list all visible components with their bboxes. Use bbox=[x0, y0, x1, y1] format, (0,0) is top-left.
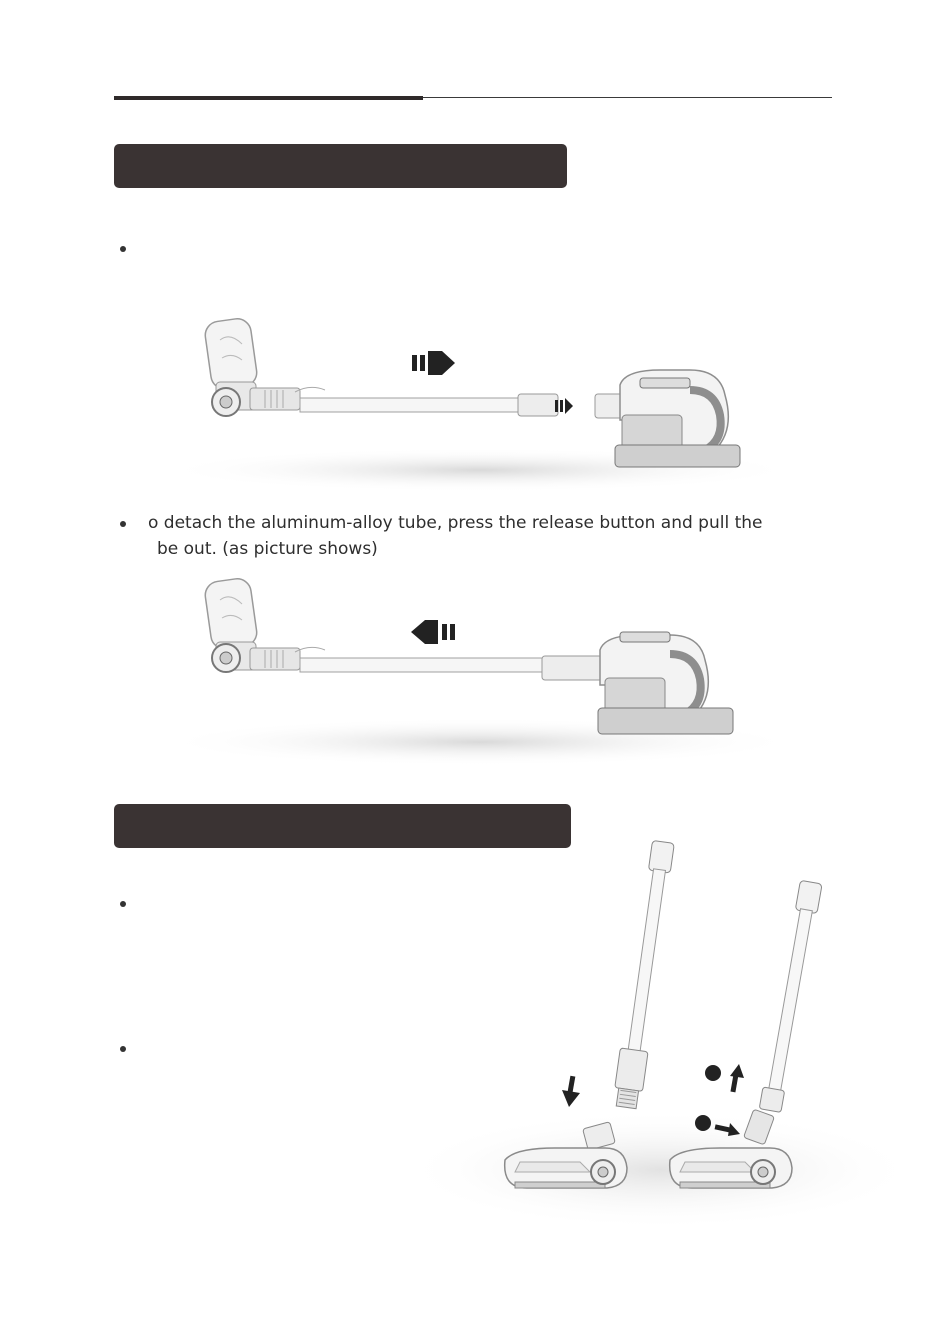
bullet-3 bbox=[120, 901, 126, 907]
header-rule-accent bbox=[114, 96, 423, 100]
illustration-detach-tube bbox=[150, 570, 810, 770]
bullet-1 bbox=[120, 246, 126, 252]
bullet-2 bbox=[120, 521, 126, 527]
instruction-detach-line1: o detach the aluminum-alloy tube, press the release button and pull the bbox=[148, 513, 763, 533]
bullet-4 bbox=[120, 1046, 126, 1052]
illustration-floor-brush bbox=[390, 830, 930, 1250]
instruction-detach-line2: be out. (as picture shows) bbox=[157, 539, 378, 559]
illustration-attach-tube bbox=[150, 300, 810, 500]
section-banner-1 bbox=[114, 144, 567, 188]
